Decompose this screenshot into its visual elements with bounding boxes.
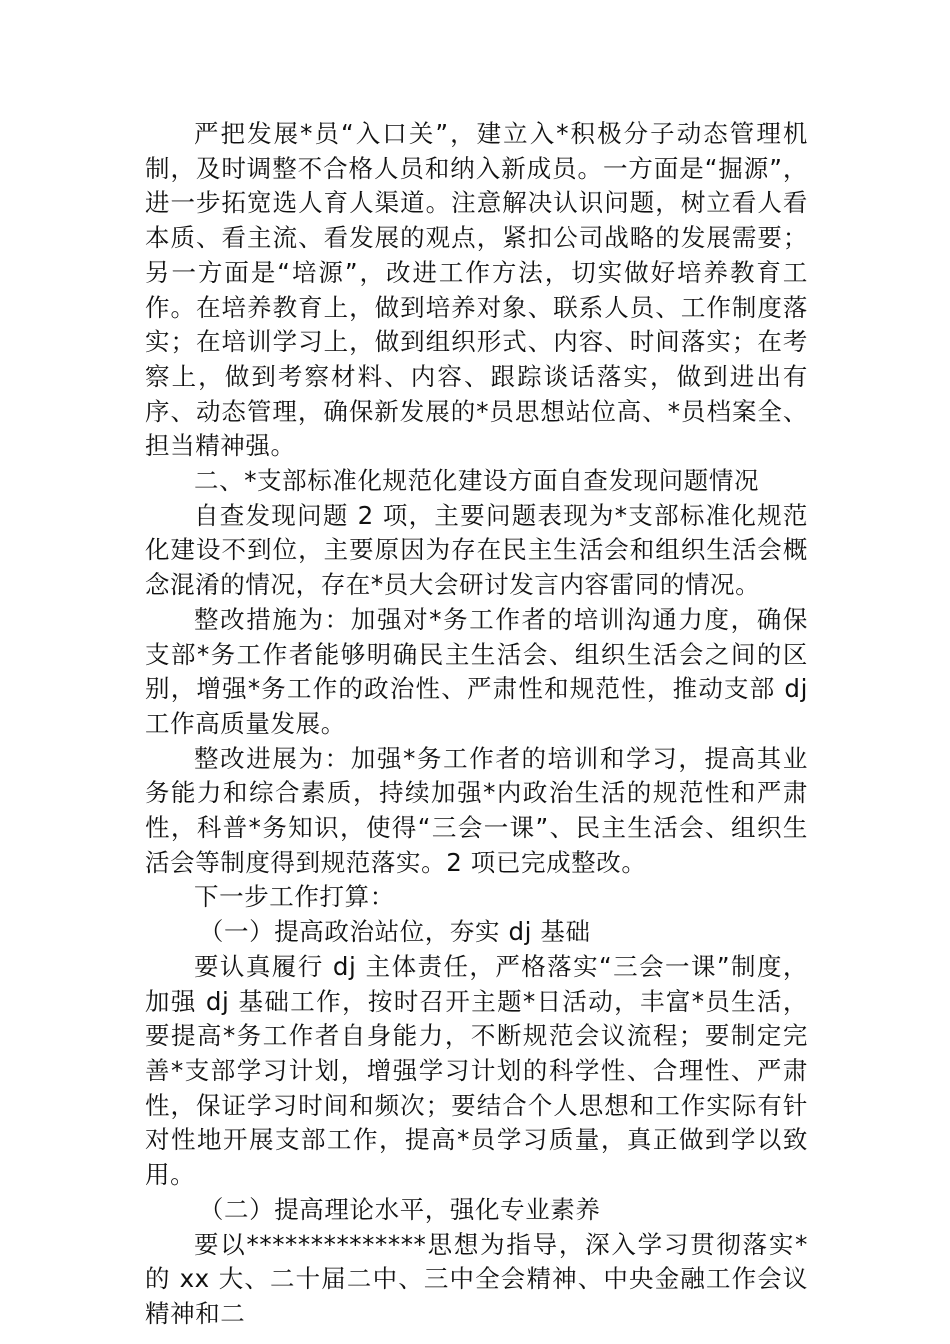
subheading-theory-level: （二）提高理论水平，强化专业素养: [198, 1194, 601, 1224]
paragraph-next-steps-heading: 下一步工作打算：: [194, 882, 395, 912]
paragraph-self-check-issues: 自查发现问题 2 项，主要问题表现为*支部标准化规范化建设不到位，主要原因为存在民主生活会和组织生活会概念混淆的情况，存在*员大会研讨发言内容雷同的情况。: [145, 500, 808, 600]
paragraph-rectification-progress: 整改进展为：加强*务工作者的培训和学习，提高其业务能力和综合素质，持续加强*内政治生活的规范性和严肃性，科普*务知识，使得“三会一课”、民主生活会、组织生活会等制度得到规范落实。2 项已完成整改。: [145, 743, 808, 877]
subheading-political-standing: （一）提高政治站位，夯实 dj 基础: [198, 917, 591, 947]
document-body: [145, 117, 808, 1332]
paragraph-political-standing-detail: 要认真履行 dj 主体责任，严格落实“三会一课”制度，加强 dj 基础工作，按时召开主题*日活动，丰富*员生活，要提高*务工作者自身能力，不断规范会议流程；要制定完善*支部学习计划，增强学习计划的科学性、合理性、严肃性，保证学习时间和频次；要结合个人思想和工作实际有针对性地开展支部工作，提高*员学习质量，真正做到学以致用。: [145, 951, 808, 1190]
section-heading-branch-standardization: 二、*支部标准化规范化建设方面自查发现问题情况: [194, 466, 760, 496]
paragraph-theory-level-detail: 要以**************思想为指导，深入学习贯彻落实*的 xx 大、二十届二中、三中全会精神、中央金融工作会议精神和二: [145, 1229, 808, 1328]
paragraph-rectification-measures: 整改措施为：加强对*务工作者的培训沟通力度，确保支部*务工作者能够明确民主生活会、组织生活会之间的区别，增强*务工作的政治性、严肃性和规范性，推动支部 dj 工作高质量发展。: [145, 604, 808, 738]
paragraph-member-admission: 严把发展*员“入口关”，建立入*积极分子动态管理机制，及时调整不合格人员和纳入新成员。一方面是“掘源”，进一步拓宽选人育人渠道。注意解决认识问题，树立看人看本质、看主流、看发展的观点，紧扣公司战略的发展需要；另一方面是“培源”，改进工作方法，切实做好培养教育工作。在培养教育上，做到培养对象、联系人员、工作制度落实；在培训学习上，做到组织形式、内容、时间落实；在考察上，做到考察材料、内容、跟踪谈话落实，做到进出有序、动态管理，确保新发展的*员思想站位高、*员档案全、担当精神强。: [145, 119, 808, 461]
